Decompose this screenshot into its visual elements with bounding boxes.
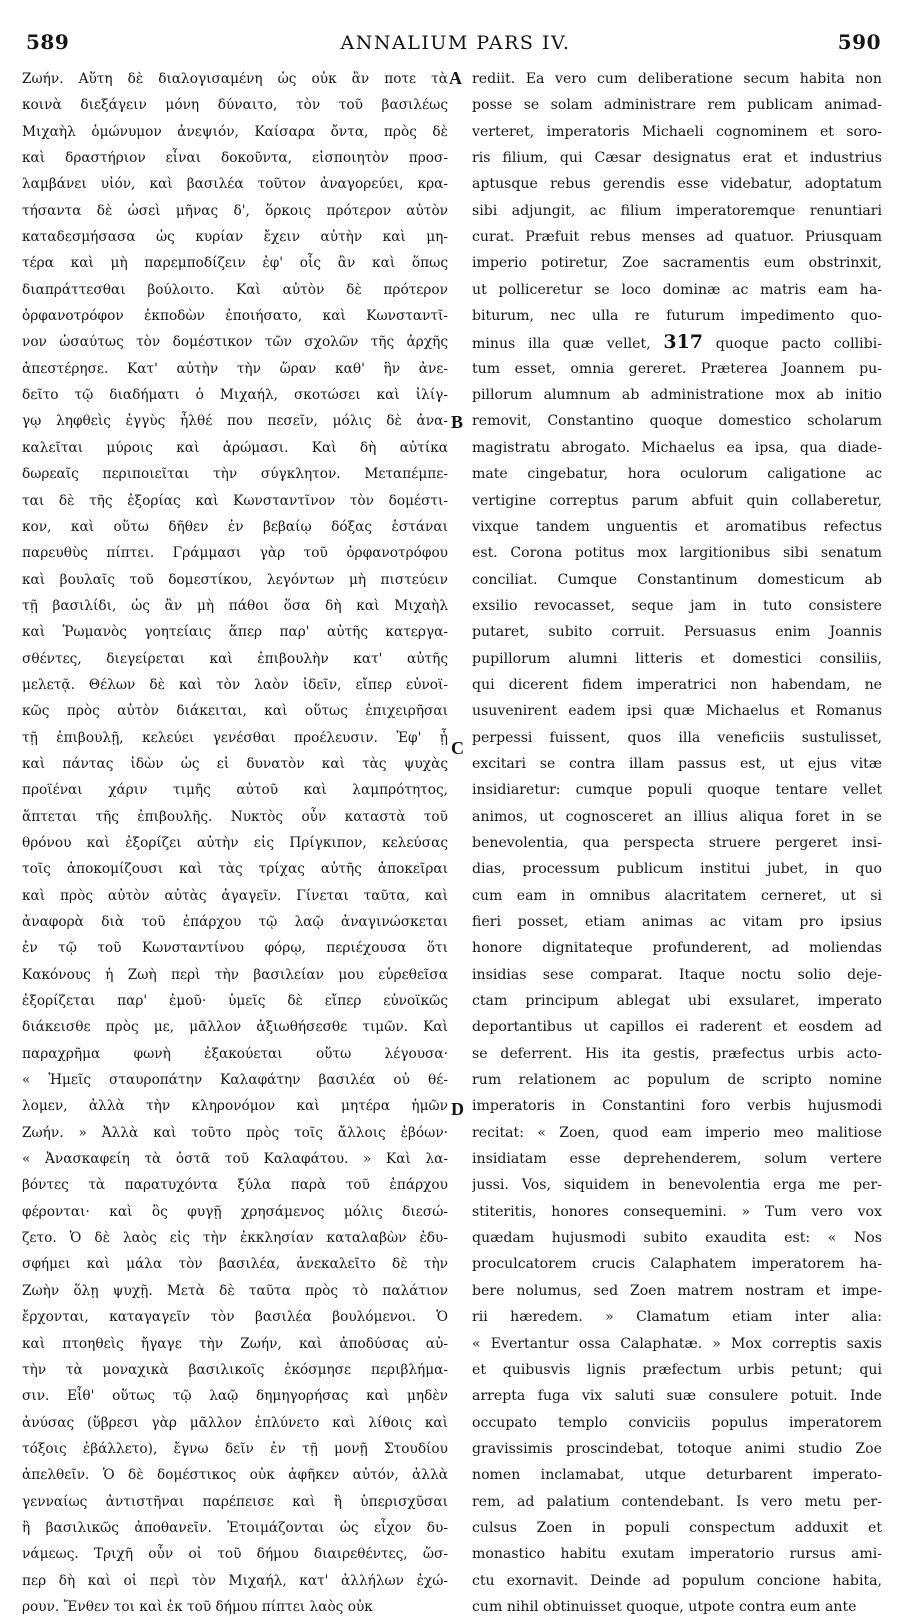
greek-text-line: κοινὰ διεξάγειν μόνη δύναιτο, τὸν τοῦ βασιλέως [22, 97, 448, 114]
greek-text-line: ἐξορίζεται παρ' ἐμοῦ· ὑμεῖς δὲ εἴπερ εὐνοϊκῶς [22, 993, 448, 1010]
greek-text-line: Ζωήν. Αὕτη δὲ διαλογισαμένη ὡς οὐκ ἂν ποτε τὰ [22, 71, 448, 87]
latin-text-line: jussi. Vos, siquidem in benevolentia erga me per- [472, 1177, 882, 1194]
greek-text-line: γενναίως ἀντιστῆναι παρέπεισε καὶ ἢ ὑπερισχῦσαι [22, 1493, 448, 1510]
latin-text-line: insidias sese comparat. Itaque noctu solio deje- [472, 966, 882, 983]
greek-text-line: Μιχαὴλ ὁμώνυμον ἀνεψιόν, Καίσαρα ὄντα, πρὸς δὲ [22, 123, 448, 140]
latin-text-line: insidiatam esse deprehenderem, solum vertere [472, 1151, 882, 1168]
greek-text-line: τόξοις ἐβάλλετο), ἔγνω δεῖν ἐν τῇ μονῇ Στουδίου [22, 1440, 448, 1457]
greek-text-line: καὶ βουλαῖς τοῦ δομεστίκου, λεγόντων μὴ πιστεύειν [22, 571, 448, 588]
greek-text-line: ἀπελθεῖν. Ὁ δὲ δομέστικος οὐκ ἀφῆκεν αὐτόν, ἀλλὰ [22, 1467, 448, 1484]
folio-marker: 317 [663, 331, 704, 354]
latin-text-line: removit, Constantino quoque domestico scholarum [472, 413, 882, 430]
latin-text-line: vixque tandem unguentis et aromatibus refectus [472, 518, 882, 535]
greek-text-line: καὶ πτοηθεὶς ἤγαγε τὴν Ζωήν, καὶ ἀποδύσας αὐ- [22, 1335, 448, 1352]
latin-text-line: curat. Præfuit rebus menses ad quatuor. Priusquam [472, 229, 882, 246]
latin-text-line: rum relationem ac populum de scripto nomine [472, 1072, 882, 1089]
page-number-left: 589 [26, 30, 70, 54]
greek-text-line: Κακόνους ἡ Ζωὴ περὶ τὴν βασιλείαν μου εὑρεθεῖσα [22, 966, 448, 983]
page-number-right: 590 [837, 30, 881, 54]
greek-text-line: καὶ δραστήριον εἶναι δοκοῦντα, εἰσποιητὸν προσ- [22, 150, 448, 167]
latin-text-line: dias, processum publicum institui jubet, in quo [472, 861, 882, 878]
latin-text-line: tum esset, omnia gereret. Præterea Joannem pu- [472, 360, 882, 377]
latin-text-line: rediit. Ea vero cum deliberatione secum habita non [472, 71, 882, 87]
greek-text-line: παρευθὺς πίπτει. Γράμμασι γὰρ τοῦ ὀρφανοτρόφου [22, 545, 448, 562]
greek-text-line: βόντες τὰ παρατυχόντα ξύλα παρὰ τοῦ ἐπάρχου [22, 1177, 448, 1194]
latin-text-line: usuvenirent eadem ipsi quæ Michaelus et Romanus [472, 703, 882, 720]
latin-text-line: qui dicerent fidem imperatrici non habendam, ne [472, 676, 882, 693]
greek-text-line: Ζωὴν ὅλῃ ψυχῇ. Μετὰ δὲ ταῦτα πρὸς τὸ παλάτιον [22, 1282, 448, 1299]
latin-text-line: verteret, imperatoris Michaeli cognominem et soro- [472, 123, 882, 140]
latin-text-line: stiteritis, honores consequemini. » Tum vero vox [472, 1203, 882, 1220]
latin-text-line: proculcatorem crucis Calaphatem imperatorem ha- [472, 1256, 882, 1273]
greek-text-line: διάκεισθε πρὸς με, μᾶλλον ἀξιωθήσεσθε τιμῶν. Καὶ [22, 1019, 448, 1036]
greek-text-line: καὶ Ῥωμανὸς γοητείαις ἅπερ παρ' αὐτῆς κατεργα- [22, 624, 448, 641]
greek-text-line: δεῖτο τῷ διαδήματι ὁ Μιχαήλ, σκοτώσει καὶ ἰλίγ- [22, 387, 448, 404]
latin-text-line: ris filium, qui Cæsar designatus erat et industrius [472, 150, 882, 167]
latin-text-line: quædam hujusmodi subito exaudita est: « Nos [472, 1230, 882, 1247]
latin-text-line: putaret, subito corruit. Persuasus enim Joannis [472, 624, 882, 641]
greek-text-column [22, 66, 448, 1620]
greek-text-line: τέρα καὶ μὴ παρεμποδίζειν ἐφ' οἷς ἂν καὶ ὅπως [22, 255, 448, 272]
latin-text-line: ctam principum ablegat ubi exsularet, imperato [472, 993, 882, 1010]
latin-text-line: cum nihil obtinuisset quoque, utpote contra eum ante [472, 1598, 857, 1615]
greek-text-line: λομεν, ἀλλὰ τὴν κληρονόμον καὶ μητέρα ἡμῶν [22, 1098, 448, 1115]
latin-text-line: recitat: « Zoen, quod eam imperio meo malitiose [472, 1124, 882, 1141]
greek-text-line: καλεῖται μύροις καὶ ἀρώμασι. Καὶ δὴ αὐτίκα [22, 439, 448, 456]
greek-text-line: ρουν. Ἔνθεν τοι καὶ ἐκ τοῦ δήμου πίπτει λαὸς οὐκ [22, 1598, 373, 1615]
latin-text-line: pupillorum alumni litteris et domestici consiliis, [472, 650, 882, 667]
latin-text-line: arrepta fuga vix saluti suæ consulere potuit. Inde [472, 1388, 882, 1405]
latin-text-line: cum eam in omnibus alacritatem cerneret, ut si [472, 887, 882, 904]
greek-text-line: ὀρφανοτρόφον ἐκποδὼν ἐποιήσατο, καὶ Κωνσταντῖ- [22, 308, 448, 325]
greek-text-line: τῇ βασιλίδι, ὡς ἂν μὴ πάθοι ὅσα δὴ καὶ Μιχαὴλ [22, 597, 448, 614]
latin-text-line: imperio potiretur, Zoe sacramentis eum obstrinxit, [472, 255, 882, 272]
latin-text-line: aptusque rebus gerendis esse videbatur, adoptatum [472, 176, 882, 193]
greek-text-line: τοῖς ἀποκομίζουσι καὶ τὰς τρίχας αὐτῆς ἀποκεῖραι [22, 861, 448, 878]
latin-text-line: rem, ad palatium contendebant. Is vero metu per- [472, 1493, 882, 1510]
running-title: ANNALIUM PARS IV. [340, 32, 571, 54]
margin-letter-c: C [451, 738, 464, 758]
greek-text-line: καὶ πρὸς αὐτὸν αὐτὰς ἀγαγεῖν. Γίνεται ταῦτα, καὶ [22, 887, 448, 904]
greek-text-line: θρόνου καὶ ἐξορίζει αὐτὴν εἰς Πρίγκιπον, κελεύσας [22, 834, 448, 851]
latin-text-line: biturum, nec ulla re futurum impedimento quo- [472, 308, 882, 325]
greek-text-line: ἢ βασιλικῶς ἀποθανεῖν. Ἑτοιμάζονται ὡς εἶχον δυ- [22, 1519, 448, 1536]
latin-text-line: est. Corona potitus mox largitionibus sibi senatum [472, 545, 882, 562]
greek-text-line: τήσαντα δὲ ὡσεὶ μῆνας δ', ὅρκοις πρότερον αὐτὸν [22, 202, 448, 219]
latin-text-line: bere nolumus, sed Zoen matrem nostram et impe- [472, 1282, 882, 1299]
greek-text-line: σθέντες, διεγείρεται καὶ ἐπιβουλὴν κατ' αὐτῆς [22, 650, 448, 667]
greek-text-line: νον ὡσαύτως τὸν δομέστικον τῶν σχολῶν τῆς ἀρχῆς [22, 334, 448, 351]
latin-text-line: ctu exornavit. Deinde ad populum concione habita, [472, 1572, 882, 1589]
greek-text-line: ἀναφορὰ διὰ τοῦ ἐπάρχου τῷ λαῷ ἀναγινώσκεται [22, 914, 448, 930]
latin-text-line: et quibusvis lignis præfectum urbis petunt; qui [472, 1361, 882, 1378]
greek-text-line: ἐν τῷ τοῦ Κωνσταντίνου φόρῳ, περιέχουσα ὅτι [22, 940, 448, 957]
greek-text-line: ἔρχονται, καταγαγεῖν τὸν βασιλέα βουλόμενοι. Ὁ [22, 1309, 448, 1326]
latin-text-line: conciliat. Cumque Constantinum domesticum ab [472, 571, 882, 588]
greek-text-line: δωρεαῖς περιποιεῖται τὴν σύγκλητον. Μεταπέμπε- [22, 466, 448, 483]
greek-text-line: ζετο. Ὁ δὲ λαὸς εἰς τὴν ἐκκλησίαν καταλαβὼν ἐδυ- [22, 1230, 448, 1247]
latin-text-line: fieri posset, etiam animas ac vitam pro ipsius [472, 914, 882, 930]
greek-text-line: προϊέναι χάριν τιμῆς αὐτοῦ καὶ λαμπρότητος, [22, 782, 448, 799]
margin-letter-a: A [449, 68, 462, 88]
greek-text-line: ἅπτεται τῆς ἐπιβουλῆς. Νυκτὸς οὖν καταστὰ τοῦ [22, 808, 448, 825]
latin-text-line: mate cingebatur, hora oculorum caligatione ac [472, 466, 882, 483]
latin-text-line: perpessi fuissent, quos illa veneficiis sustulisset, [472, 729, 882, 746]
greek-text-line: φέρονται· καὶ ὃς φυγῇ χρησάμενος μόλις διεσώ- [22, 1203, 448, 1220]
latin-text-line: se deferrent. His ita gestis, præfectus urbis acto- [472, 1045, 882, 1062]
latin-text-line: imperatoris in Constantini foro verbis hujusmodi [472, 1098, 882, 1115]
latin-text-line: nomen inclamabat, utque deturbarent imperato- [472, 1467, 882, 1484]
margin-letter-d: D [451, 1099, 464, 1119]
greek-text-line: σφήμει καὶ μάλα τὸν βασιλέα, ἀνεκαλεῖτο δὲ τὴν [22, 1256, 448, 1273]
latin-text-line: « Evertantur ossa Calaphatæ. » Mox correptis saxis [472, 1335, 882, 1352]
latin-text-line: sibi adjungit, ac filium imperatoremque renuntiari [472, 202, 882, 219]
latin-text-line: culsus Zoen in populi conspectum adduxit et [472, 1519, 882, 1536]
latin-text-line: honore dignitateque profunderent, ad moliendas [472, 940, 882, 957]
latin-text-line: posse se solam administrare rem publicam animad- [472, 97, 882, 114]
latin-text-line: ut polliceretur se loco dominæ ac matris eam ha- [472, 281, 882, 298]
latin-text-column [472, 66, 882, 1620]
latin-text-line: deportantibus ut capillos ei raderent et eosdem ad [472, 1019, 882, 1036]
greek-text-line: ἀνύσας (ὕβρεσι γὰρ μᾶλλον ἐπλύνετο καὶ λίθοις καὶ [22, 1414, 448, 1431]
latin-text-line: pillorum alumnum ab administratione mox ab initio [472, 387, 882, 404]
running-header [0, 30, 911, 60]
greek-text-line: κῶς πρὸς αὐτὸν διάκειται, καὶ οὕτως ἐπιχειρῆσαι [22, 703, 448, 720]
greek-text-line: καὶ πάντας ἰδὼν ὡς εἰ δυνατὸν καὶ τὰς ψυχὰς [22, 755, 448, 772]
latin-text-line: magistratu abrogato. Michaelus ea ipsa, qua diade- [472, 439, 882, 456]
greek-text-line: μελετᾷ. Θέλων δὲ καὶ τὸν λαὸν ἰδεῖν, εἴπερ εὐνοϊ- [22, 676, 448, 693]
greek-text-line: « Ἀνασκαφείη τὰ ὀστᾶ τοῦ Καλαφάτου. » Καὶ λα- [22, 1151, 448, 1168]
latin-text-line: minus illa quæ vellet, 317 quoque pacto collibi- [472, 331, 882, 354]
latin-text-line: excitari se contra illam passus est, ut ejus vitæ [472, 755, 882, 772]
latin-text-line: rii hæredem. » Clamatum etiam inter alia: [472, 1309, 882, 1326]
greek-text-line: σιν. Εἶθ' οὕτως τῷ λαῷ δημηγορήσας καὶ μηδὲν [22, 1388, 448, 1405]
latin-text-line: exsilio revocasset, seque jam in tuto consistere [472, 597, 882, 614]
greek-text-line: τῇ ἐπιβουλῇ, κελεύει γενέσθαι προέλευσιν. Ἐφ' ᾗ [22, 729, 448, 746]
greek-text-line: καταδεσμήσασα ὡς κυρίαν ἔχειν αὐτὴν καὶ μη- [22, 229, 448, 246]
greek-text-line: Ζωήν. » Ἀλλὰ καὶ τοῦτο πρὸς τοῖς ἄλλοις ἐβόων· [22, 1124, 448, 1141]
latin-text-line: monastico habitu exutam imperatorio rursus ami- [472, 1546, 882, 1563]
latin-text-line: benevolentia, qua perspecta struere pergeret insi- [472, 834, 882, 851]
greek-text-line: λαμβάνει υἱόν, καὶ βασιλέα τοῦτον ἀναγορεύει, κρα- [22, 176, 448, 193]
latin-text-line: occupato templo conviciis populus imperatorem [472, 1414, 882, 1431]
latin-text-line: gravissimis proscindebat, totoque animi studio Zoe [472, 1440, 882, 1457]
latin-text-line: insidiaretur: cumque populi quoque tentare vellet [472, 782, 882, 799]
greek-text-line: διαπράττεσθαι βούλοιτο. Καὶ αὐτὸν δὲ πρότερον [22, 281, 448, 298]
greek-text-line: γῳ ληφθεὶς ἐγγὺς ἦλθέ που πεσεῖν, μόλις δὲ ἀνα- [22, 413, 448, 430]
margin-letter-b: B [451, 412, 464, 432]
greek-text-line: τὴν τὰ μοναχικὰ βασιλικοῖς ἐκόσμησε περιβλήμα- [22, 1361, 448, 1378]
greek-text-line: ἀπεστέρησε. Κατ' αὐτὴν τὴν ὥραν καθ' ἣν ἀνε- [22, 360, 448, 377]
latin-text-line: vertigine correptus parum abfuit quin collaberetur, [472, 492, 882, 509]
greek-text-line: « Ἡμεῖς σταυροπάτην Καλαφάτην βασιλέα οὐ θέ- [22, 1072, 448, 1089]
greek-text-line: ται δὲ τῆς ἐξορίας καὶ Κωνσταντῖνον τὸν δομέστι- [22, 492, 448, 509]
greek-text-line: περ δὴ καὶ οἱ περὶ τὸν Μιχαήλ, κατ' ἀλλήλων ἐχώ- [22, 1572, 448, 1589]
greek-text-line: παραχρῆμα φωνὴ ἐξακούεται οὕτω λέγουσα· [22, 1045, 448, 1062]
greek-text-line: κον, καὶ οὕτω δῆθεν ἐν βεβαίῳ δόξας ἑστάναι [22, 518, 448, 535]
greek-text-line: νάμεως. Τριχῆ οὖν οἱ τοῦ δήμου διαιρεθέντες, ὥσ- [22, 1546, 448, 1563]
latin-text-line: animos, ut cognosceret an illius aliqua foret in se [472, 808, 882, 825]
